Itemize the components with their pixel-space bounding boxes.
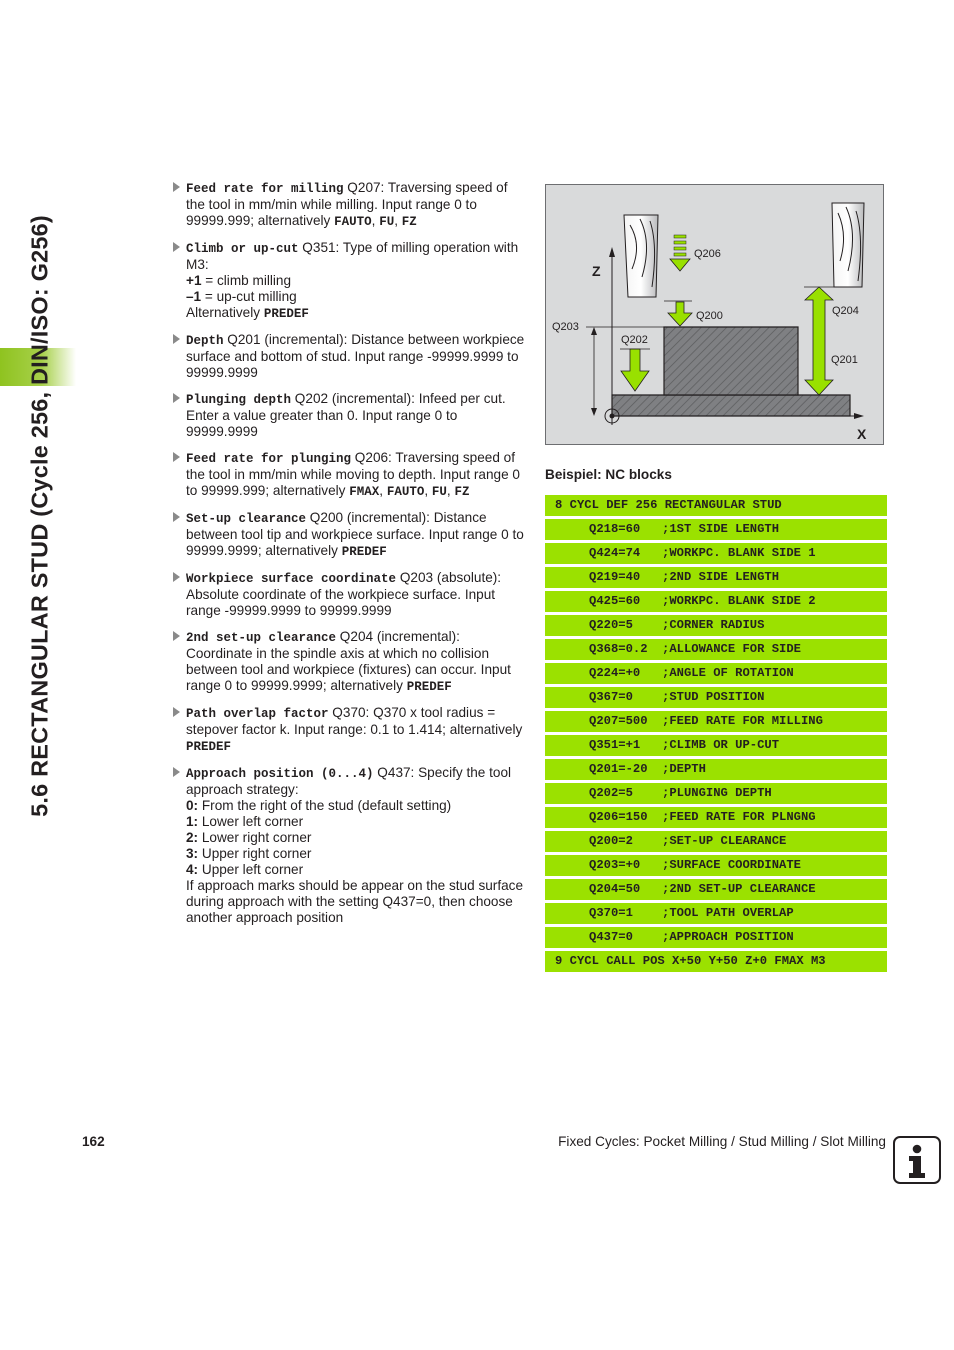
nc-block-row: [545, 567, 887, 588]
parameter-list: [172, 180, 528, 936]
page-number: 162: [82, 1134, 105, 1149]
nc-program: [545, 495, 887, 975]
label-q202: Q202: [621, 334, 648, 346]
nc-block-code: 8 CYCL DEF 256 RECTANGULAR STUD: [555, 498, 782, 512]
feed-indicator-icon: [670, 235, 690, 271]
param-alt: PREDEF: [341, 545, 387, 559]
q204-q201-arrow: [805, 287, 833, 395]
nc-block-code: Q220=5: [589, 618, 633, 632]
bullet-triangle-icon: [173, 707, 180, 717]
param-text: Q351: Type of milling operation with M3:: [186, 240, 519, 272]
param-text: Q200 (incremental): Distance between tool tip and workpiece surface. Input range 0 to 99999.9999; alternatively: [186, 510, 524, 558]
nc-block-row: [545, 903, 887, 924]
nc-block-row: [545, 543, 887, 564]
param-sep: ,: [446, 483, 455, 498]
nc-block-code: Q437=0: [589, 930, 633, 944]
nc-block-row: [545, 519, 887, 540]
param-text: Q203 (absolute): Absolute coordinate of the workpiece surface. Input range -99999.9999 to 99999.9999: [186, 570, 502, 618]
bullet-triangle-icon: [173, 393, 180, 403]
q200-arrow: [668, 302, 692, 326]
param-q206: [172, 450, 528, 500]
tool-left-icon: [624, 215, 658, 297]
option-value: 3:: [186, 846, 199, 861]
nc-block-comment: ;ANGLE OF ROTATION: [662, 666, 794, 680]
param-sep: ,: [379, 483, 387, 498]
param-q203: [172, 570, 528, 619]
tool-right-icon: [832, 203, 864, 287]
nc-block-comment: ;SURFACE COORDINATE: [662, 858, 801, 872]
param-note: If approach marks should be appear on the stud surface during approach with the setting Q437=0, then choose another approach position: [186, 878, 524, 925]
param-keyword: Depth: [186, 334, 224, 348]
bullet-triangle-icon: [173, 572, 180, 582]
nc-block-row: [545, 591, 887, 612]
q202-arrow: [621, 349, 649, 391]
stud: [664, 327, 798, 395]
param-q370: [172, 705, 528, 755]
option-text: Upper right corner: [198, 846, 312, 861]
param-q207: [172, 180, 528, 230]
nc-block-row: [545, 807, 887, 828]
nc-block-comment: ;APPROACH POSITION: [662, 930, 794, 944]
nc-block-row: [545, 639, 887, 660]
param-alt: FAUTO: [386, 485, 425, 499]
option-text: Upper left corner: [198, 862, 304, 877]
bullet-triangle-icon: [173, 182, 180, 192]
param-keyword: Feed rate for milling: [186, 182, 344, 196]
nc-block-code: Q219=40: [589, 570, 641, 584]
nc-block-code: Q370=1: [589, 906, 633, 920]
param-keyword: Set-up clearance: [186, 512, 307, 526]
param-text: Q207: Traversing speed of the tool in mm/min while milling. Input range 0 to 99999.999; alternatively: [186, 180, 508, 228]
nc-block-code: Q207=500: [589, 714, 648, 728]
bullet-triangle-icon: [173, 767, 180, 777]
option-text: Lower right corner: [198, 830, 312, 845]
workpiece: [612, 395, 850, 416]
param-q351: [172, 240, 528, 322]
example-heading: Beispiel: NC blocks: [545, 467, 672, 482]
nc-block-row: [545, 879, 887, 900]
label-q203: Q203: [552, 321, 579, 333]
nc-block-code: Q203=+0: [589, 858, 641, 872]
nc-block-comment: ;ALLOWANCE FOR SIDE: [662, 642, 801, 656]
bullet-triangle-icon: [173, 512, 180, 522]
param-alt: FU: [431, 485, 447, 499]
nc-block-row: [545, 855, 887, 876]
nc-block-row: [545, 687, 887, 708]
nc-block-code: Q206=150: [589, 810, 648, 824]
param-alt: FZ: [401, 215, 417, 229]
nc-block-code: Q368=0.2: [589, 642, 648, 656]
nc-block-row: [545, 951, 887, 972]
x-axis-label: X: [857, 426, 867, 442]
label-q206: Q206: [694, 248, 721, 260]
section-title-text: 5.6 RECTANGULAR STUD (Cycle 256, DIN/ISO: G256): [26, 215, 53, 817]
bullet-triangle-icon: [173, 452, 180, 462]
bullet-triangle-icon: [173, 242, 180, 252]
stud-diagram: [545, 184, 884, 445]
option-value: +1: [186, 273, 202, 288]
param-keyword: 2nd set-up clearance: [186, 631, 337, 645]
nc-block-code: Q425=60: [589, 594, 641, 608]
param-alt: FZ: [454, 485, 470, 499]
param-text: Q206: Traversing speed of the tool in mm/min while moving to depth. Input range 0 to 99999.999; alternatively: [186, 450, 520, 498]
nc-block-code: Q202=5: [589, 786, 633, 800]
info-icon: [895, 1138, 939, 1182]
nc-block-code: Q224=+0: [589, 666, 641, 680]
param-keyword: Workpiece surface coordinate: [186, 572, 397, 586]
nc-block-comment: ;WORKPC. BLANK SIDE 1: [662, 546, 816, 560]
param-sep: ,: [371, 213, 380, 228]
nc-block-comment: ;CLIMB OR UP-CUT: [662, 738, 780, 752]
param-text: Q437: Specify the tool approach strategy:: [186, 765, 512, 797]
param-keyword: Approach position (0...4): [186, 767, 374, 781]
param-keyword: Plunging depth: [186, 393, 292, 407]
nc-block-row: [545, 615, 887, 636]
param-alt: PREDEF: [186, 740, 232, 754]
nc-block-comment: ;FEED RATE FOR MILLING: [662, 714, 823, 728]
nc-block-code: Q218=60: [589, 522, 641, 536]
option-text: Alternatively: [186, 305, 264, 320]
z-axis-label: Z: [592, 263, 601, 279]
nc-block-row: [545, 927, 887, 948]
param-alt: FAUTO: [334, 215, 372, 229]
label-q201: Q201: [831, 354, 858, 366]
nc-block-comment: ;2ND SET-UP CLEARANCE: [662, 882, 816, 896]
param-text: Q370: Q370 x tool radius = stepover factor k. Input range: 0.1 to 1.414; alternatively: [186, 705, 523, 737]
bullet-triangle-icon: [173, 334, 180, 344]
nc-block-comment: ;WORKPC. BLANK SIDE 2: [662, 594, 816, 608]
bullet-triangle-icon: [173, 631, 180, 641]
nc-block-comment: ;1ST SIDE LENGTH: [662, 522, 780, 536]
option-value: 1:: [186, 814, 199, 829]
nc-block-comment: ;CORNER RADIUS: [662, 618, 765, 632]
nc-block-row: [545, 783, 887, 804]
option-text: Lower left corner: [198, 814, 304, 829]
nc-block-row: [545, 711, 887, 732]
param-text: Q204 (incremental): Coordinate in the spindle axis at which no collision between tool and workpiece (fixtures) can occur. Input range 0 to 99999.9999; alternatively: [186, 629, 511, 693]
nc-block-comment: ;2ND SIDE LENGTH: [662, 570, 780, 584]
nc-block-comment: ;DEPTH: [662, 762, 706, 776]
nc-block-code: 9 CYCL CALL POS X+50 Y+50 Z+0 FMAX M3: [555, 954, 826, 968]
option-text: From the right of the stud (default setting): [198, 798, 452, 813]
info-button[interactable]: [893, 1136, 941, 1184]
param-keyword: Path overlap factor: [186, 707, 329, 721]
param-alt: FMAX: [349, 485, 380, 499]
param-text: Q202 (incremental): Infeed per cut. Enter a value greater than 0. Input range 0 to 99999.9999: [186, 391, 506, 439]
nc-block-code: Q201=-20: [589, 762, 648, 776]
param-sep: ,: [424, 483, 432, 498]
nc-block-row: [545, 663, 887, 684]
label-q204: Q204: [832, 305, 859, 317]
nc-block-code: Q367=0: [589, 690, 633, 704]
option-value: 0:: [186, 798, 199, 813]
nc-block-row: [545, 495, 887, 516]
nc-block-comment: ;STUD POSITION: [662, 690, 765, 704]
param-q200: [172, 510, 528, 560]
option-value: 2:: [186, 830, 199, 845]
param-sep: ,: [394, 213, 402, 228]
option-value: –1: [186, 289, 202, 304]
option-text: = up-cut milling: [201, 289, 297, 304]
nc-block-code: Q424=74: [589, 546, 641, 560]
nc-block-comment: ;PLUNGING DEPTH: [662, 786, 772, 800]
param-q204: [172, 629, 528, 695]
label-q200: Q200: [696, 310, 723, 322]
param-keyword: Feed rate for plunging: [186, 452, 352, 466]
nc-block-comment: ;SET-UP CLEARANCE: [662, 834, 787, 848]
chapter-title: Fixed Cycles: Pocket Milling / Stud Milling / Slot Milling: [558, 1134, 886, 1149]
nc-block-comment: ;FEED RATE FOR PLNGNG: [662, 810, 816, 824]
param-alt: FU: [379, 215, 395, 229]
nc-block-row: [545, 735, 887, 756]
nc-block-comment: ;TOOL PATH OVERLAP: [662, 906, 794, 920]
param-alt: PREDEF: [406, 680, 452, 694]
param-q437: [172, 765, 528, 926]
param-alt: PREDEF: [263, 307, 309, 321]
param-text: Q201 (incremental): Distance between workpiece surface and bottom of stud. Input range -99999.9999 to 99999.9999: [186, 332, 525, 380]
nc-block-code: Q204=50: [589, 882, 641, 896]
nc-block-row: [545, 831, 887, 852]
nc-block-code: Q200=2: [589, 834, 633, 848]
param-q201: [172, 332, 528, 381]
option-text: = climb milling: [201, 273, 292, 288]
option-value: 4:: [186, 862, 199, 877]
param-keyword: Climb or up-cut: [186, 242, 299, 256]
nc-block-code: Q351=+1: [589, 738, 641, 752]
nc-block-row: [545, 759, 887, 780]
param-q202: [172, 391, 528, 440]
